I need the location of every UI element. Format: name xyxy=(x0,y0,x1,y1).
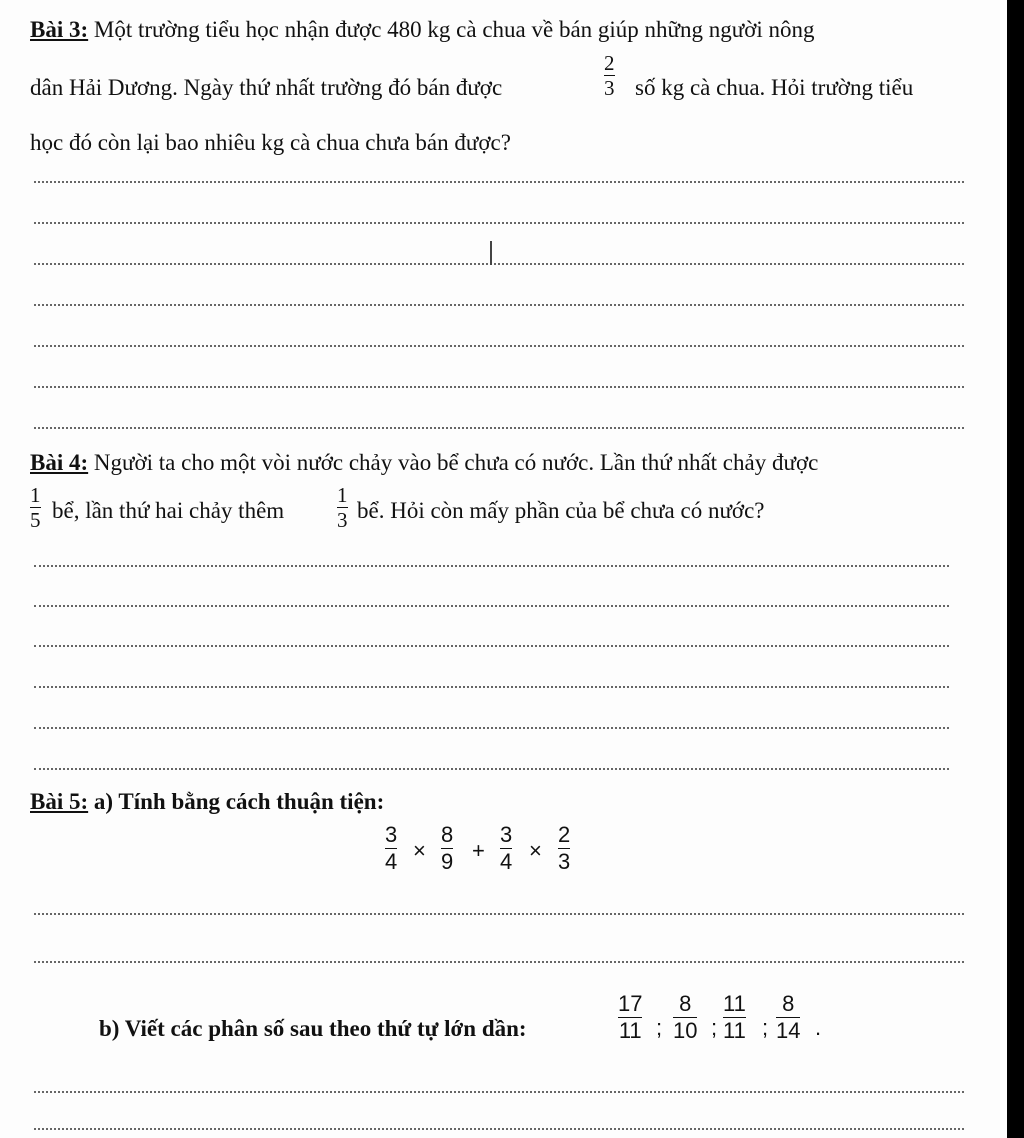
fraction-denominator: 4 xyxy=(385,849,398,874)
separator: ; xyxy=(711,1015,718,1040)
bai4-line1 xyxy=(30,449,818,477)
answer-line[interactable] xyxy=(34,386,964,388)
answer-line[interactable] xyxy=(34,1091,964,1093)
bai3-line2 xyxy=(30,74,502,102)
fraction-numerator: 2 xyxy=(604,51,615,75)
bai3-text-3: học đó còn lại bao nhiêu kg cà chua chưa bán được? xyxy=(30,130,511,155)
fraction-numerator: 8 xyxy=(441,822,454,847)
fraction-numerator: 8 xyxy=(679,991,692,1016)
answer-line[interactable] xyxy=(34,181,964,183)
times-operator: × xyxy=(413,838,426,863)
bai4-fraction-2 xyxy=(337,484,348,531)
fraction-denominator: 5 xyxy=(30,508,41,532)
bai5-line1 xyxy=(30,788,384,816)
fraction-denominator: 3 xyxy=(558,849,571,874)
answer-line[interactable] xyxy=(34,913,964,915)
fraction-denominator: 11 xyxy=(723,1018,746,1043)
fraction-denominator: 11 xyxy=(618,1018,642,1043)
bai3-text-2a: dân Hải Dương. Ngày thứ nhất trường đó bán được xyxy=(30,75,503,100)
bai4-fraction-1 xyxy=(30,484,41,531)
bai5-label: Bài 5: xyxy=(30,789,89,814)
expr-fraction xyxy=(385,823,397,874)
text-cursor xyxy=(490,241,492,265)
answer-line[interactable] xyxy=(34,727,949,729)
bai4-text-1: Người ta cho một vòi nước chảy vào bể chưa có nước. Lần thứ nhất chảy được xyxy=(93,450,819,475)
times-operator: × xyxy=(529,838,542,863)
bai4-text-2a: bể, lần thứ hai chảy thêm xyxy=(52,498,285,523)
separator: ; xyxy=(762,1015,769,1040)
fraction-denominator: 4 xyxy=(500,849,513,874)
fraction-denominator: 14 xyxy=(776,1018,801,1043)
fraction-numerator: 2 xyxy=(558,822,571,847)
bai5-part-b: b) Viết các phân số sau theo thứ tự lớn dần: xyxy=(99,1016,527,1041)
fraction-denominator: 3 xyxy=(604,76,615,100)
order-fraction xyxy=(776,992,800,1043)
answer-line[interactable] xyxy=(34,304,964,306)
answer-line[interactable] xyxy=(34,961,964,963)
order-fraction xyxy=(618,992,642,1043)
fraction-numerator: 1 xyxy=(337,483,348,507)
bai3-text-2b: số kg cà chua. Hỏi trường tiểu xyxy=(635,75,914,100)
fraction-numerator: 3 xyxy=(385,822,398,847)
answer-line[interactable] xyxy=(34,222,964,224)
fraction-denominator: 9 xyxy=(441,849,454,874)
answer-line[interactable] xyxy=(34,345,964,347)
expr-fraction xyxy=(558,823,570,874)
answer-line[interactable] xyxy=(34,605,949,607)
bai5-part-a: a) Tính bằng cách thuận tiện: xyxy=(93,789,385,814)
bai3-label: Bài 3: xyxy=(30,17,89,42)
answer-line[interactable] xyxy=(34,427,964,429)
fraction-numerator: 11 xyxy=(723,991,746,1016)
answer-line[interactable] xyxy=(34,1128,964,1130)
answer-line[interactable] xyxy=(34,686,949,688)
fraction-denominator: 10 xyxy=(673,1018,698,1043)
fraction-numerator: 8 xyxy=(782,991,795,1016)
bai3-line1 xyxy=(30,16,815,44)
bai3-fraction xyxy=(604,52,615,99)
end-period: . xyxy=(815,1015,822,1040)
fraction-denominator: 3 xyxy=(337,508,348,532)
bai4-label: Bài 4: xyxy=(30,450,89,475)
order-fraction xyxy=(673,992,697,1043)
bai3-text-1: Một trường tiểu học nhận được 480 kg cà chua về bán giúp những người nông xyxy=(93,17,815,42)
separator: ; xyxy=(656,1015,663,1040)
fraction-numerator: 3 xyxy=(500,822,513,847)
answer-line[interactable] xyxy=(34,768,949,770)
answer-line[interactable] xyxy=(34,263,964,265)
order-fraction xyxy=(723,992,746,1043)
bai4-text-2b: bể. Hỏi còn mấy phần của bể chưa có nước? xyxy=(357,498,765,523)
expr-fraction xyxy=(441,823,453,874)
fraction-numerator: 17 xyxy=(618,991,643,1016)
answer-line[interactable] xyxy=(34,565,949,567)
answer-line[interactable] xyxy=(34,645,949,647)
expr-fraction xyxy=(500,823,512,874)
plus-operator: + xyxy=(472,838,485,863)
fraction-numerator: 1 xyxy=(30,483,41,507)
